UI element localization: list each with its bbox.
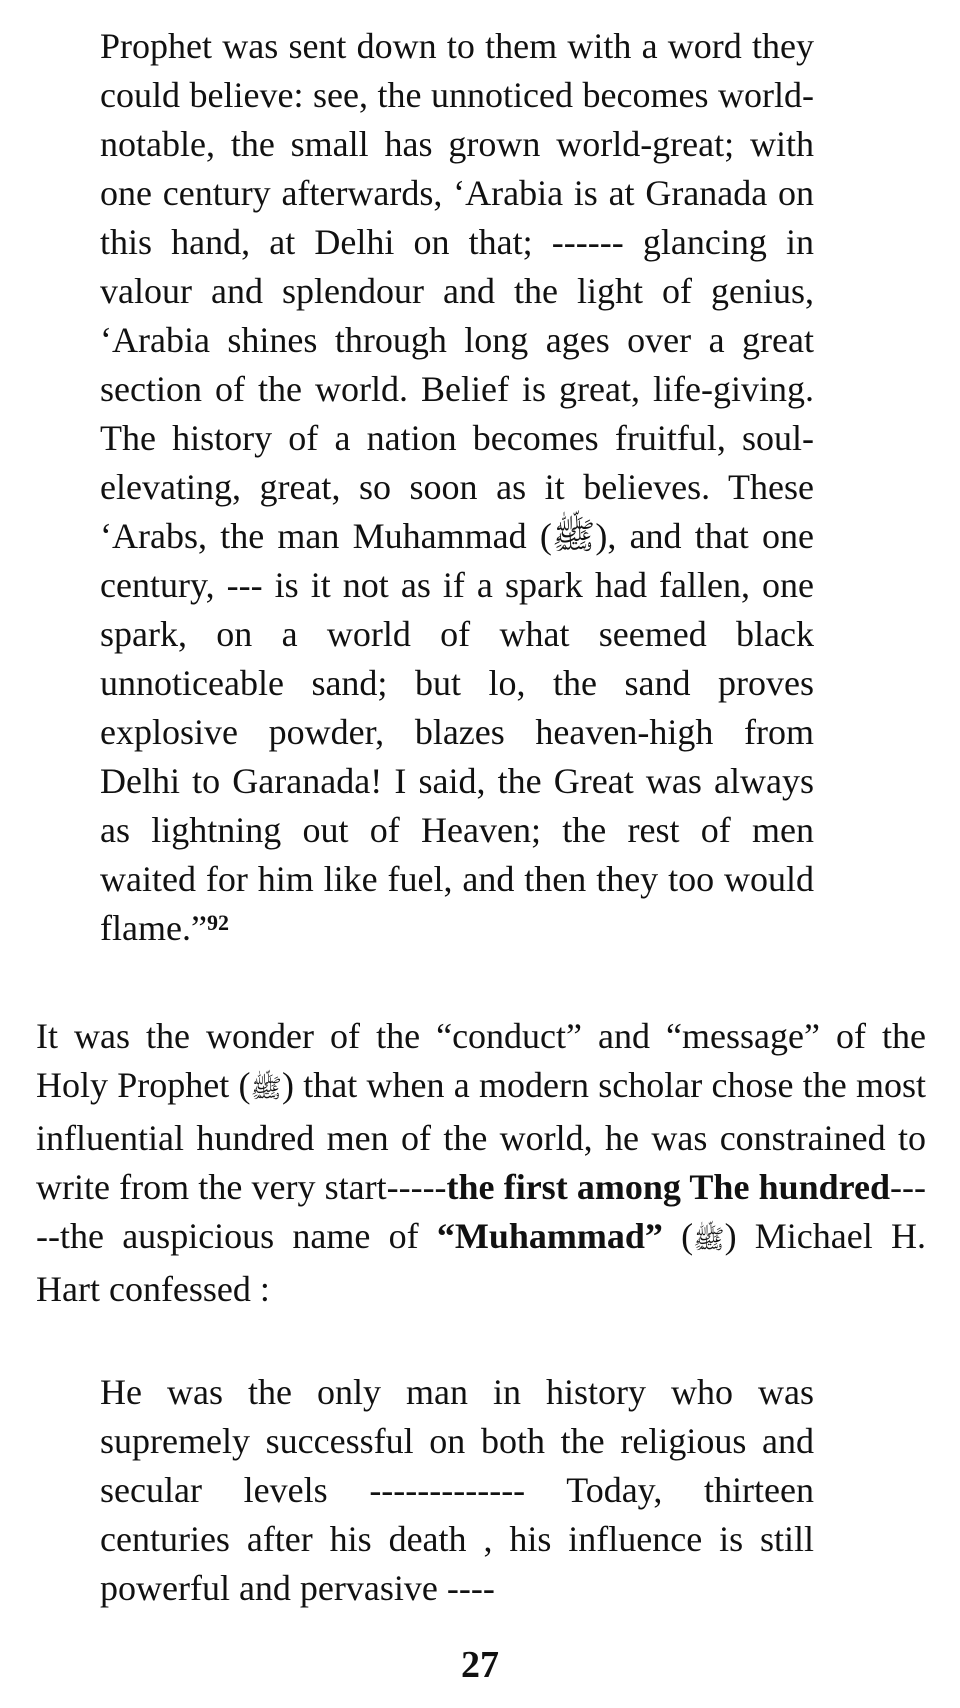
paragraph-text-1: It was the wonder of the “conduct” and “message” of the Holy Prophet ( — [36, 1016, 926, 1105]
block-quote-carlyle — [100, 22, 814, 953]
block-quote-hart — [100, 1368, 814, 1613]
paragraph-text-2: ) that when a modern scholar chose the most influential hundred men of the world, he was constrained to write from the very start----- — [36, 1065, 927, 1207]
paragraph-text-5: ) Michael H. Hart confessed : — [36, 1216, 926, 1309]
body-paragraph — [36, 1012, 926, 1314]
quote-text: He was the only man in history who was supremely successful on both the religious and secular levels ------------- Today, thirteen centuries after his death , his influence is still powerful and pervasive ---- — [100, 1372, 814, 1608]
page-number: 27 — [461, 1644, 499, 1686]
footnote-marker: 92 — [206, 910, 229, 935]
bold-name-muhammad: “Muhammad” — [436, 1216, 663, 1256]
quote-text: Prophet was sent down to them with a word they could believe: see, the unnoticed becomes world-notable, the small has grown world-great; with one century afterwards, ‘Arabia is at Granada on this hand, at Delhi on that; ------ glancing in valour and splendour and the light of genius, ‘Arabia shines through long ages over a great section of the world. Belief is great, life-giving. The history of a nation becomes fruitful, soul-elevating, great, so soon as it believes. These ‘Arabs, the man Muhammad (ﷺ), and that one century, --- is it not as if a spark had fallen, one spark, on a world of what seemed black unnoticeable sand; but lo, the sand proves explosive powder, blazes heaven-high from Delhi to Garanada! I said, the Great was always as lightning out of Heaven; the rest of men waited for him like fuel, and then they too would flame.” — [100, 26, 814, 948]
bold-phrase-first-among-hundred: the first among The hundred — [446, 1167, 891, 1207]
paragraph-text-3: -----the auspicious name of — [36, 1167, 926, 1256]
honorific-symbol: ﷺ — [250, 1074, 282, 1104]
honorific-symbol: ﷺ — [693, 1225, 725, 1255]
paragraph-text-4: ( — [662, 1216, 694, 1256]
